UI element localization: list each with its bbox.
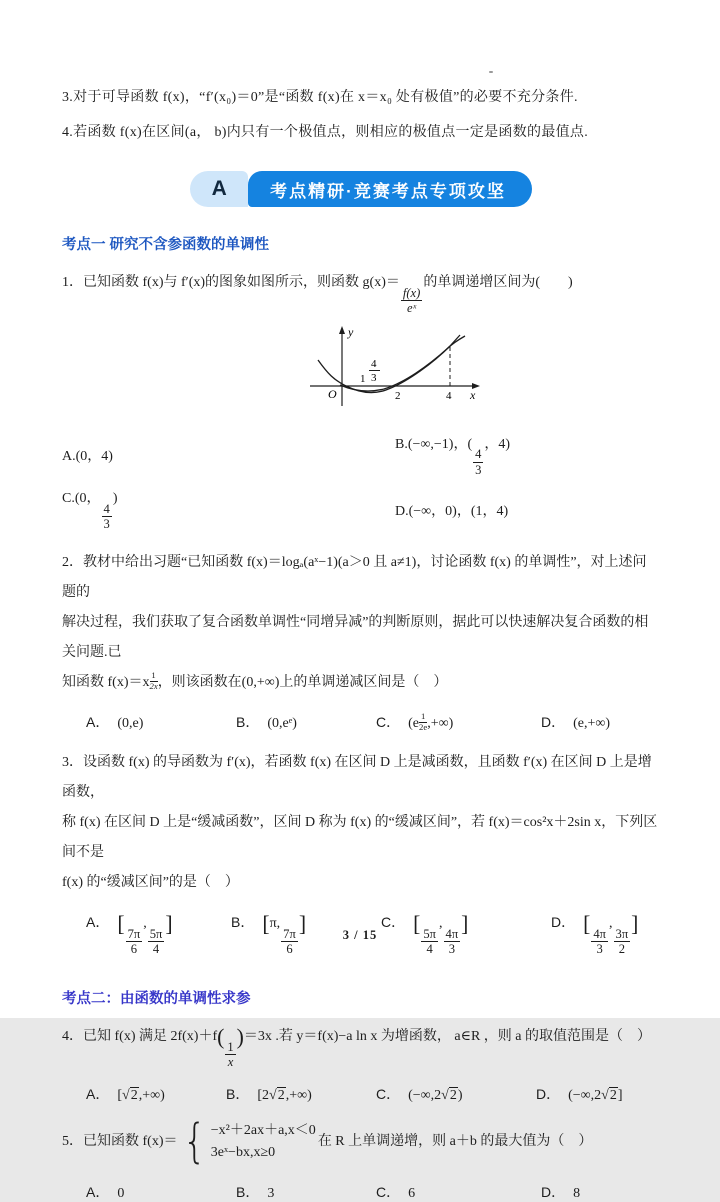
q4-options bbox=[62, 1084, 660, 1104]
note-line-4: 4.若函数 f(x)在区间(a， b)内只有一个极值点，则相应的极值点一定是函数的最值点. bbox=[62, 125, 589, 140]
q2-option-a: A． (0,e) bbox=[86, 714, 144, 732]
graph-tick-1: 1 bbox=[360, 372, 366, 385]
q2-option-d: D． (e,+∞) bbox=[541, 714, 611, 732]
function-graph bbox=[300, 322, 490, 419]
piecewise-function: { −x²＋2ax＋a,x＜0 3eˣ−bx,x≥0 bbox=[182, 1113, 316, 1168]
q3-line-1: 3．设函数 f(x) 的导函数为 f′(x)，若函数 f(x) 在区间 D 上是减函数，且函数 f′(x) 在区间 D 上是增函数， bbox=[62, 755, 652, 801]
q4-fraction: $\frac{1}{x}$ bbox=[227, 1039, 234, 1070]
q1-options bbox=[62, 433, 660, 532]
question-4-stem: 4．已知 f(x) 满足 2f(x)＋f( $\frac{1}{x}$ )＝3x .若 y＝f(x)−a ln x 为增函数， a∈R ，则 a 的取值范围是（ ） bbox=[62, 1024, 652, 1070]
q1-option-d: D.(−∞，0)，(1，4) bbox=[395, 503, 509, 519]
q2-option-b: B． (0,eᵉ) bbox=[236, 714, 297, 732]
q1-option-c: C.(0， $\frac{4}{3}$ ) bbox=[62, 491, 118, 532]
q2-line-1: 2．教材中给出习题“已知函数 f(x)＝logₐ(aˣ−1)(a＞0 且 a≠1)，讨论函数 f(x) 的单调性”，对上述问题的 bbox=[62, 554, 647, 600]
q1-option-b: B.(−∞,−1)，( $\frac{4}{3}$ ，4) bbox=[395, 436, 511, 477]
q1-fraction: $\frac{f(x)}{\text{eˣ}}$ bbox=[402, 285, 421, 316]
q5-options bbox=[62, 1182, 660, 1202]
q3-option-b: B． [π, $\frac{7\pi}{6}$ ] bbox=[231, 912, 307, 957]
q2-line-3: 知函数 f(x)＝x $\frac{1}{2x}$ ，则该函数在(0,+∞)上的单调递减区间是（ ） bbox=[62, 670, 448, 691]
q3-option-c: C． [ $\frac{5\pi}{4}$ , $\frac{4\pi}{3}$ ] bbox=[381, 912, 469, 957]
q1-stem-post: 的单调递增区间为( ) bbox=[423, 275, 573, 290]
question-3-stem bbox=[62, 748, 660, 898]
section-1-title: 考点一 研究不含参函数的单调性 bbox=[62, 237, 270, 253]
q3-line-2: 称 f(x) 在区间 D 上是“缓减函数”，区间 D 称为 f(x) 的“缓减区间”，若 f(x)＝cos²x＋2sin x，下列区间不是 bbox=[62, 815, 658, 861]
note-line-3: 3.对于可导函数 f(x)，“f′(x₀)＝0”是“函数 f(x)在 x＝x₀ 处有极值”的必要不充分条件. bbox=[62, 90, 578, 105]
graph-tick-4: 4 bbox=[446, 389, 452, 402]
radical-sign: √ bbox=[122, 1087, 130, 1103]
radical-sign: √ bbox=[441, 1087, 449, 1103]
q5-option-b: B． 3 bbox=[236, 1183, 275, 1201]
q2-exponent-fraction: $\frac{1}{2x}$ bbox=[149, 670, 158, 691]
q4-option-b: B． [2√2,+∞) bbox=[226, 1085, 312, 1103]
q5-option-d: D． 8 bbox=[541, 1183, 581, 1201]
graph-tick-2: 2 bbox=[395, 389, 401, 402]
graph-origin-label: O bbox=[328, 386, 337, 401]
q2-line-2: 解决过程，我们获取了复合函数单调性“同增异减”的判断原则，据此可以快速解决复合函数的相关问题.已 bbox=[62, 614, 649, 660]
piecewise-row-2: 3eˣ−bx,x≥0 bbox=[210, 1144, 276, 1160]
page-number: 3 / 15 bbox=[342, 928, 378, 942]
q1-stem-pre: 1．已知函数 f(x)与 f′(x)的图象如图所示，则函数 g(x)＝ bbox=[62, 275, 400, 290]
q3-option-d: D． [ $\frac{4\pi}{3}$ , $\frac{3\pi}{2}$ ] bbox=[551, 912, 639, 957]
banner-title: 考点精研·竞赛考点专项攻坚 bbox=[248, 171, 532, 207]
q4-option-c: C． (−∞,2√2) bbox=[376, 1085, 463, 1103]
section-banner bbox=[190, 171, 532, 207]
radical-sign: √ bbox=[269, 1087, 277, 1103]
q5-option-c: C． 6 bbox=[376, 1183, 416, 1201]
q1-option-a: A.(0，4) bbox=[62, 448, 113, 464]
banner-badge: A bbox=[190, 171, 248, 207]
question-5-stem: 5．已知函数 f(x)＝ { −x²＋2ax＋a,x＜0 3eˣ−bx,x≥0 在 R 上单调递增，则 a＋b 的最大值为（ ） bbox=[62, 1113, 593, 1168]
radical-sign: √ bbox=[601, 1087, 609, 1103]
q2-options bbox=[62, 712, 660, 732]
question-1-stem bbox=[62, 270, 660, 316]
q4-option-d: D． (−∞,2√2] bbox=[536, 1085, 623, 1103]
q5-option-a: A． 0 bbox=[86, 1183, 125, 1201]
question-2-stem bbox=[62, 548, 660, 698]
graph-frac-den: 3 bbox=[371, 371, 377, 384]
section-2-title: 考点二：由函数的单调性求参 bbox=[62, 990, 251, 1007]
q4-option-a: A． [√2,+∞) bbox=[86, 1085, 165, 1103]
q2-option-c: C． (e $\frac{1}{2e}$ ,+∞) bbox=[376, 711, 454, 732]
q3-option-a: A． [ $\frac{7\pi}{6}$ , $\frac{5\pi}{4}$ ] bbox=[86, 912, 173, 957]
graph-y-label: y bbox=[348, 324, 354, 339]
stray-mark bbox=[489, 71, 493, 73]
curve-1 bbox=[318, 335, 460, 393]
piecewise-row-1: −x²＋2ax＋a,x＜0 bbox=[210, 1122, 316, 1138]
graph-x-label: x bbox=[470, 387, 476, 402]
q3-line-3: f(x) 的“缓减区间”的是（ ） bbox=[62, 875, 239, 891]
graph-frac-num: 4 bbox=[371, 357, 377, 370]
